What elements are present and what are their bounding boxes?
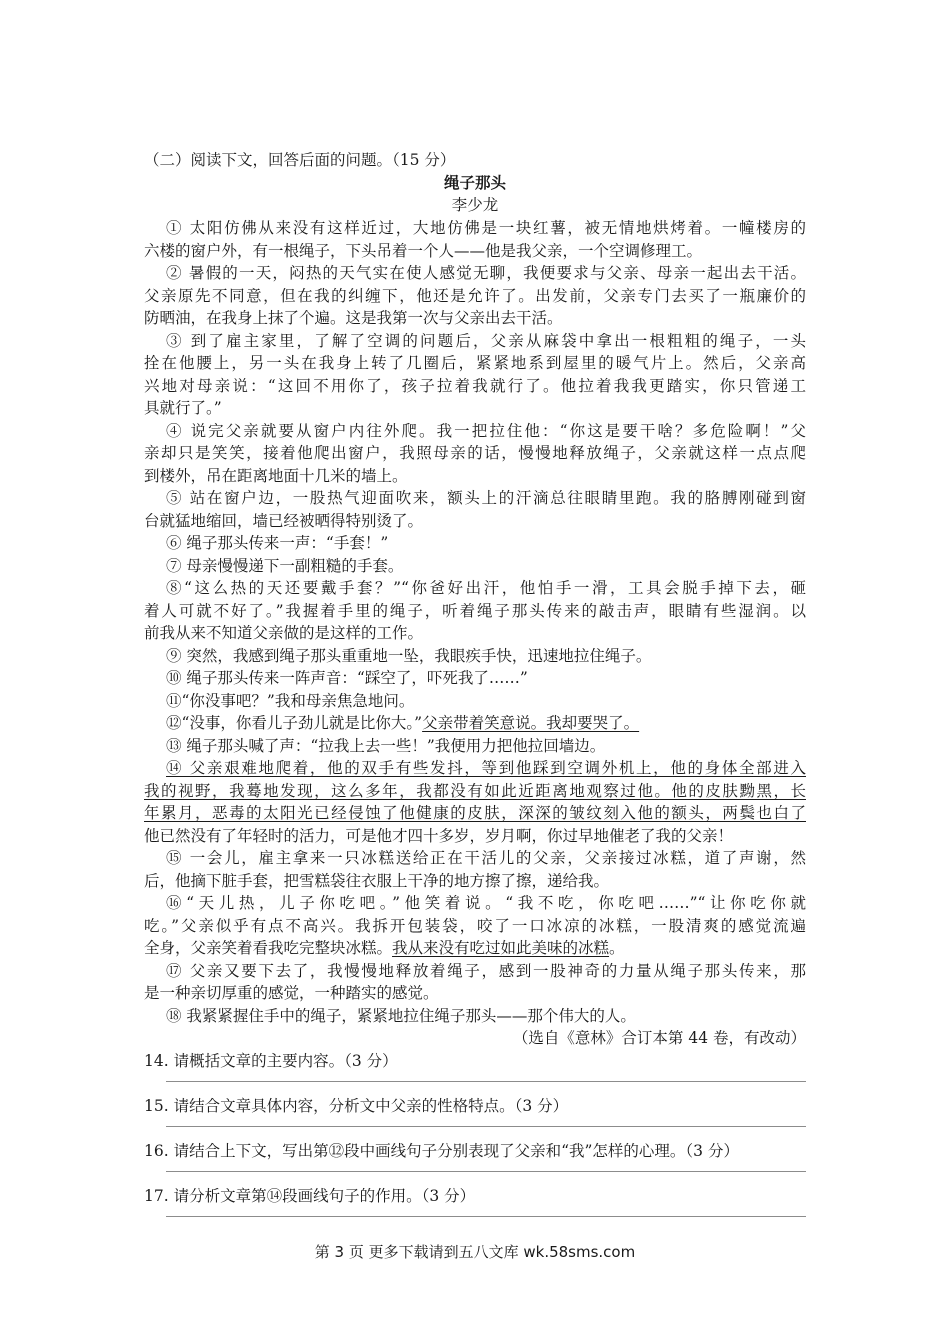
question-14: 14. 请概括文章的主要内容。（3 分） <box>144 1052 398 1070</box>
paragraph-11: ⑪“你没事吧？”我和母亲焦急地问。 <box>166 692 415 710</box>
paragraph-3-line-1: ③ 到了雇主家里，了解了空调的问题后，父亲从麻袋中拿出一根粗粗的绳子，一头 <box>166 332 806 350</box>
paragraph-7: ⑦ 母亲慢慢递下一副粗糙的手套。 <box>166 557 404 575</box>
paragraph-3-line-2: 拴在他腰上，另一头在我身上转了几圈后，紧紧地系到屋里的暖气片上。然后，父亲高 <box>144 354 806 372</box>
paragraph-16-period: 。 <box>609 939 625 957</box>
paragraph-2-line-2: 父亲原先不同意，但在我的纠缠下，他还是允许了。出发前，父亲专门去买了一瓶廉价的 <box>144 287 806 305</box>
paragraph-2-line-3: 防晒油，在我身上抹了个遍。这是我第一次与父亲出去干活。 <box>144 309 563 327</box>
paragraph-16-underlined: 我从来没有吃过如此美味的冰糕 <box>392 939 610 957</box>
paragraph-1-line-1: ① 太阳仿佛从来没有这样近过，大地仿佛是一块红薯，被无情地烘烤着。一幢楼房的 <box>166 219 806 237</box>
paragraph-16-line-2: 吃。”父亲似乎有点不高兴。我拆开包装袋，咬了一口冰凉的冰糕，一股清爽的感觉流遍 <box>144 917 806 935</box>
paragraph-5-line-2: 台就猛地缩回，墙已经被晒得特别烫了。 <box>144 512 424 530</box>
paragraph-14-line-3: 年累月，恶毒的太阳光已经侵蚀了他健康的皮肤，深深的皱纹刻入他的额头，两鬓也白了 <box>144 804 806 822</box>
answer-line-16 <box>166 1171 806 1172</box>
article-source: （选自《意林》合订本第 44 卷，有改动） <box>512 1029 806 1047</box>
paragraph-3-line-3: 兴地对母亲说：“这回不用你了，孩子拉着我就行了。他拉着我我更踏实，你只管递工 <box>144 377 806 395</box>
paragraph-17-line-1: ⑰ 父亲又要下去了，我慢慢地释放着绳子，感到一股神奇的力量从绳子那头传来，那 <box>166 962 806 980</box>
paragraph-18: ⑱ 我紧紧握住手中的绳子，紧紧地拉住绳子那头——那个伟大的人。 <box>166 1007 636 1025</box>
paragraph-12-underlined: 父亲带着笑意说。我却要哭了。 <box>422 714 640 732</box>
paragraph-15-line-1: ⑮ 一会儿，雇主拿来一只冰糕送给正在干活儿的父亲，父亲接过冰糕，道了声谢，然 <box>166 849 806 867</box>
article-title: 绳子那头 <box>443 174 506 192</box>
article-author: 李少龙 <box>451 196 499 214</box>
answer-line-15 <box>166 1126 806 1127</box>
paragraph-2-line-1: ② 暑假的一天，闷热的天气实在使人感觉无聊，我便要求与父亲、母亲一起出去干活。 <box>166 264 806 282</box>
page-footer: 第 3 页 更多下载请到五八文库 wk.58sms.com <box>314 1243 636 1261</box>
paragraph-9: ⑨ 突然，我感到绳子那头重重地一坠，我眼疾手快，迅速地拉住绳子。 <box>166 647 652 665</box>
paragraph-4-line-1: ④ 说完父亲就要从窗户内往外爬。我一把拉住他：“你这是要干啥？多危险啊！”父 <box>166 422 806 440</box>
paragraph-14-line-2: 我的视野，我蓦地发现，这么多年，我都没有如此近距离地观察过他。他的皮肤黝黑，长 <box>144 782 806 800</box>
paragraph-15-line-2: 后，他摘下脏手套，把雪糕袋往衣服上干净的地方擦了擦，递给我。 <box>144 872 610 890</box>
paragraph-17-line-2: 是一种亲切厚重的感觉，一种踏实的感觉。 <box>144 984 439 1002</box>
answer-line-17 <box>166 1216 806 1217</box>
question-17: 17. 请分析文章第⑭段画线句子的作用。（3 分） <box>144 1187 476 1205</box>
paragraph-6: ⑥ 绳子那头传来一声：“手套！” <box>166 534 389 552</box>
paragraph-10: ⑩ 绳子那头传来一阵声音：“踩空了，吓死我了……” <box>166 669 528 687</box>
paragraph-16-line-3 <box>144 937 806 959</box>
section-heading: （二）阅读下文，回答后面的问题。（15 分） <box>144 151 456 169</box>
paragraph-4-line-3: 到楼外，吊在距离地面十几米的墙上。 <box>144 467 408 485</box>
paragraph-4-line-2: 亲却只是笑笑，接着他爬出窗户，我照母亲的话，慢慢地释放绳子，父亲就这样一点点爬 <box>144 444 806 462</box>
paragraph-14-line-4: 他已然没有了年轻时的活力，可是他才四十多岁，岁月啊，你过早地催老了我的父亲！ <box>144 827 734 845</box>
paragraph-14-line-1: ⑭ 父亲艰难地爬着，他的双手有些发抖，等到他踩到空调外机上，他的身体全部进入 <box>166 759 806 777</box>
paragraph-12 <box>166 712 828 734</box>
question-16: 16. 请结合上下文，写出第⑫段中画线句子分别表现了父亲和“我”怎样的心理。（3 分） <box>144 1142 739 1160</box>
paragraph-3-line-4: 具就行了。” <box>144 399 222 417</box>
paragraph-8-line-2: 着人可就不好了。”我握着手里的绳子，听着绳子那头传来的敲击声，眼睛有些湿润。以 <box>144 602 806 620</box>
answer-line-14 <box>166 1081 806 1082</box>
paragraph-12-quote: ⑫“没事，你看儿子劲儿就是比你大。” <box>166 714 423 732</box>
paragraph-8-line-3: 前我从来不知道父亲做的是这样的工作。 <box>144 624 424 642</box>
paragraph-8-line-1: ⑧“这么热的天还要戴手套？”“你爸好出汗，他怕手一滑，工具会脱手掉下去，砸 <box>166 579 806 597</box>
paragraph-1-line-2: 六楼的窗户外，有一根绳子，下头吊着一个人——他是我父亲，一个空调修理工。 <box>144 242 703 260</box>
paragraph-13: ⑬ 绳子那头喊了声：“拉我上去一些！”我便用力把他拉回墙边。 <box>166 737 606 755</box>
paragraph-16-line-1: ⑯“天儿热，儿子你吃吧。”他笑着说。“我不吃，你吃吧……”“让你吃你就 <box>166 894 806 912</box>
paragraph-16-text: 全身，父亲笑着看我吃完整块冰糕。 <box>144 939 393 957</box>
paragraph-5-line-1: ⑤ 站在窗户边，一股热气迎面吹来，额头上的汗滴总往眼睛里跑。我的胳膊刚碰到窗 <box>166 489 806 507</box>
question-15: 15. 请结合文章具体内容，分析文中父亲的性格特点。（3 分） <box>144 1097 569 1115</box>
